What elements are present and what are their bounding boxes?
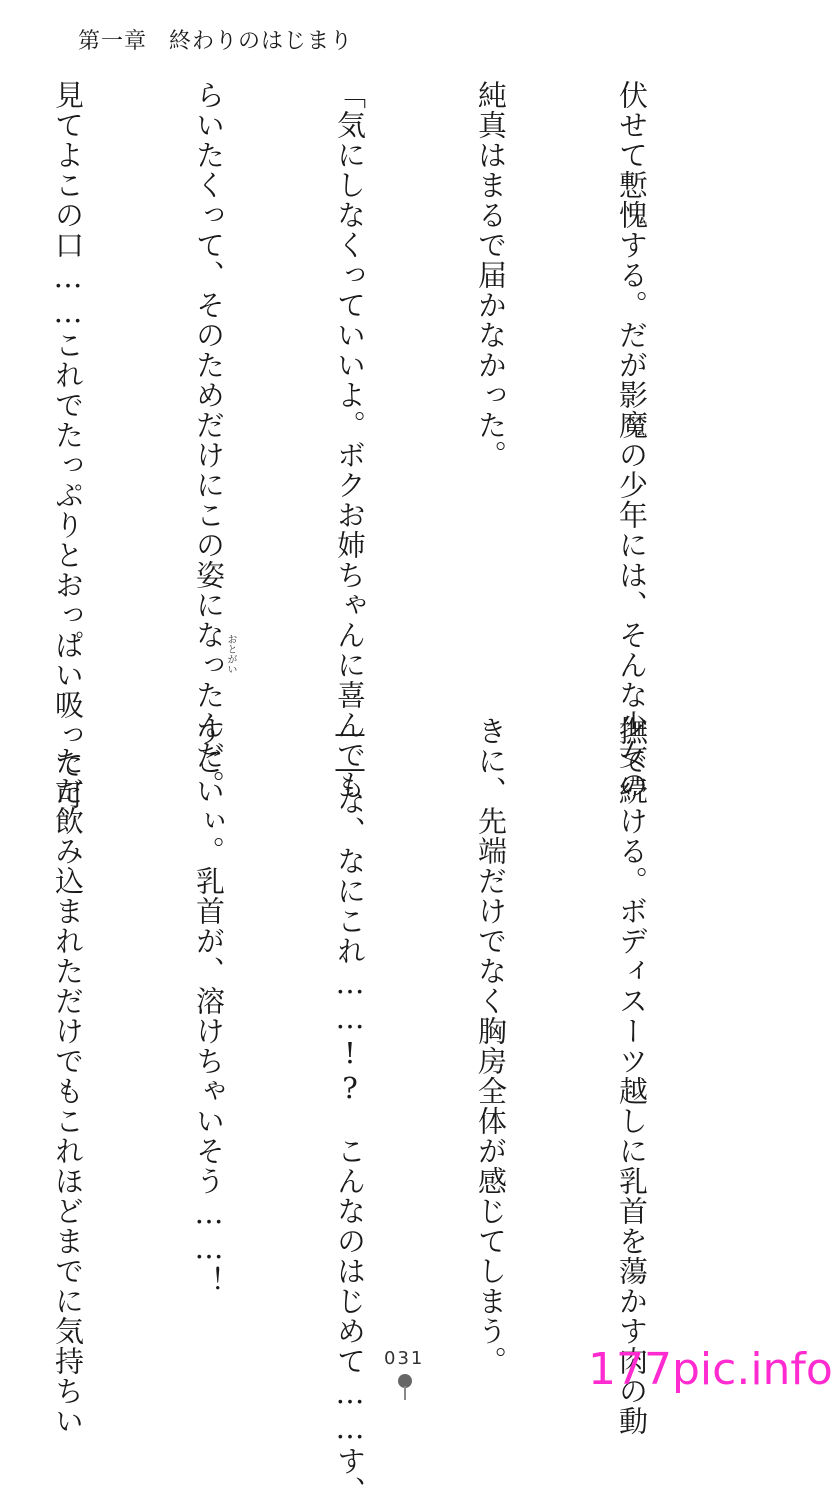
text-column: 伏せて慙愧する。だが影魔の少年には、そんな少女の (615, 80, 649, 800)
text-column: らいたくって、そのためだけにこの姿になったんだ。 (192, 80, 226, 800)
page-marker-line (404, 1386, 406, 1400)
text-column: ただ飲み込まれただけでもこれほどまでに気持ちい (51, 716, 85, 1436)
watermark-link[interactable]: 177pic.info (588, 1344, 833, 1395)
text-column: きに、先端だけでなく胸房全体が感じてしまう。 (474, 716, 508, 1376)
ruby-otogai: おとがい (225, 634, 236, 674)
text-block-upper (0, 80, 749, 810)
chapter-title: 終わりのはじまり (169, 29, 354, 54)
text-column: 純真はまるで届かなかった。 (474, 80, 508, 470)
running-header (78, 24, 353, 55)
text-column: すごいぃ。乳首が、溶けちゃいそう……！ (192, 716, 226, 1296)
text-column: 「気にしなくっていいよ。ボクお姉ちゃんに喜んでも (333, 80, 367, 800)
text-column: 撫で続ける。ボディスーツ越しに乳首を蕩かす肉の動 (615, 716, 649, 1436)
text-column: 見てよこの口……これでたっぷりとおっぱい吸って可 (51, 80, 85, 810)
chapter-number: 第一章 (78, 29, 148, 54)
page-number: 031 (384, 1348, 425, 1369)
text-column: ――な、なにこれ……!? こんなのはじめて……す、 (333, 716, 367, 1506)
